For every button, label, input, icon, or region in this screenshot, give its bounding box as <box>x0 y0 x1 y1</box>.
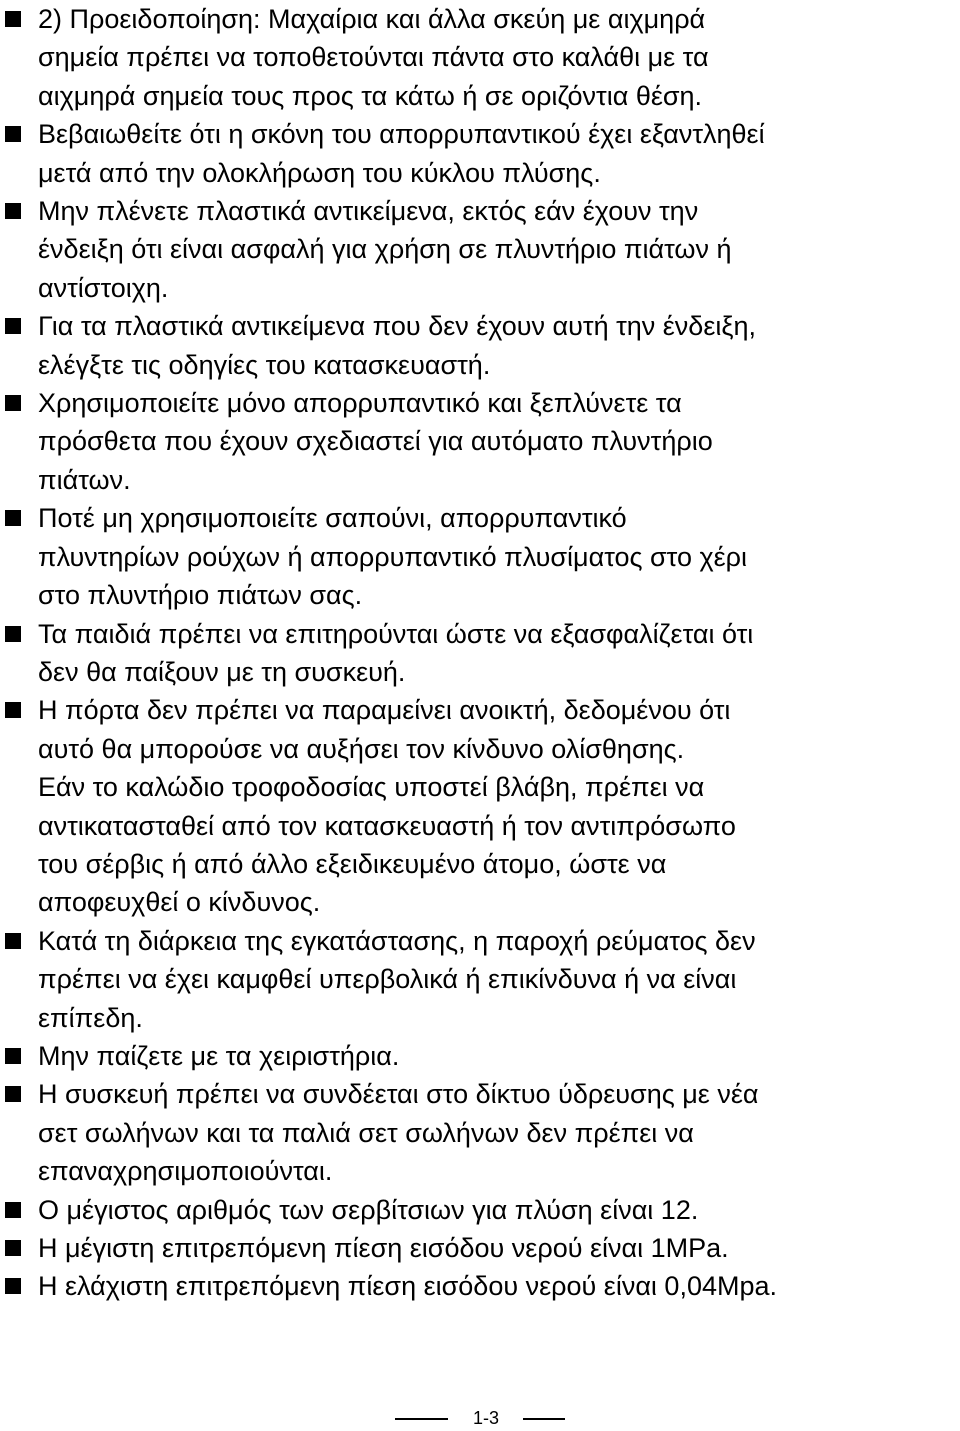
list-item <box>0 1037 960 1075</box>
list-item <box>0 922 960 1037</box>
list-item <box>0 499 960 614</box>
text-line: του σέρβις ή από άλλο εξειδικευμένο άτομο, ώστε να <box>38 848 667 879</box>
square-bullet-icon <box>5 395 21 411</box>
list-item <box>0 384 960 499</box>
list-item <box>0 768 960 922</box>
text-line: Τα παιδιά πρέπει να επιτηρούνται ώστε να εξασφαλίζεται ότι <box>38 618 754 649</box>
text-line: σημεία πρέπει να τοποθετούνται πάντα στο καλάθι με τα <box>38 42 709 73</box>
square-bullet-icon <box>5 510 21 526</box>
text-line: Κατά τη διάρκεια της εγκατάστασης, η παροχή ρεύματος δεν <box>38 925 756 956</box>
square-bullet-icon <box>5 1202 21 1218</box>
text-line: μετά από την ολοκλήρωση του κύκλου πλύσης. <box>38 157 601 188</box>
text-line: Μην πλένετε πλαστικά αντικείμενα, εκτός εάν έχουν την <box>38 196 699 227</box>
text-line: Ποτέ μη χρησιμοποιείτε σαπούνι, απορρυπαντικό <box>38 503 627 534</box>
text-line: επίπεδη. <box>38 1002 143 1033</box>
list-item <box>0 691 960 768</box>
text-line: δεν θα παίξουν με τη συσκευή. <box>38 656 406 687</box>
text-line: Η συσκευή πρέπει να συνδέεται στο δίκτυο ύδρευσης με νέα <box>38 1079 759 1110</box>
text-line: αντίστοιχη. <box>38 272 169 303</box>
square-bullet-icon <box>5 203 21 219</box>
list-item <box>0 1075 960 1190</box>
text-line: πρόσθετα που έχουν σχεδιαστεί για αυτόματο πλυντήριο <box>38 426 713 457</box>
page-footer <box>0 1405 960 1431</box>
text-line: Βεβαιωθείτε ότι η σκόνη του απορρυπαντικού έχει εξαντληθεί <box>38 119 765 150</box>
text-line: αντικατασταθεί από τον κατασκευαστή ή τον αντιπρόσωπο <box>38 810 736 841</box>
list-item <box>0 615 960 692</box>
list-item <box>0 115 960 192</box>
square-bullet-icon <box>5 1240 21 1256</box>
square-bullet-icon <box>5 126 21 142</box>
square-bullet-icon <box>5 318 21 334</box>
text-line: Για τα πλαστικά αντικείμενα που δεν έχουν αυτή την ένδειξη, <box>38 311 756 342</box>
text-line: αυτό θα μπορούσε να αυξήσει τον κίνδυνο ολίσθησης. <box>38 733 685 764</box>
square-bullet-icon <box>5 1086 21 1102</box>
text-line: ελέγξτε τις οδηγίες του κατασκευαστή. <box>38 349 491 380</box>
text-line: πιάτων. <box>38 464 131 495</box>
text-line: Χρησιμοποιείτε μόνο απορρυπαντικό και ξεπλύνετε τα <box>38 388 682 419</box>
square-bullet-icon <box>5 1278 21 1294</box>
text-line: 2) Προειδοποίηση: Μαχαίρια και άλλα σκεύη με αιχμηρά <box>38 4 706 34</box>
list-item <box>0 1229 960 1267</box>
text-line: ένδειξη ότι είναι ασφαλή για χρήση σε πλυντήριο πιάτων ή <box>38 234 732 265</box>
text-line: Η πόρτα δεν πρέπει να παραμείνει ανοικτή, δεδομένου ότι <box>38 695 731 726</box>
list-item <box>0 1267 960 1305</box>
list-item <box>0 307 960 384</box>
square-bullet-icon <box>5 933 21 949</box>
footer-rule-right <box>523 1418 565 1420</box>
text-line: Ο μέγιστος αριθμός των σερβίτσιων για πλύση είναι 12. <box>38 1194 699 1225</box>
list-item <box>0 1191 960 1229</box>
text-line: αποφευχθεί ο κίνδυνος. <box>38 887 321 918</box>
footer-rule-left <box>395 1418 448 1420</box>
text-line: Εάν το καλώδιο τροφοδοσίας υποστεί βλάβη, πρέπει να <box>38 772 705 803</box>
text-line: στο πλυντήριο πιάτων σας. <box>38 580 363 611</box>
text-line: Η ελάχιστη επιτρεπόμενη πίεση εισόδου νερού είναι 0,04Mpa. <box>38 1271 778 1302</box>
text-line: σετ σωλήνων και τα παλιά σετ σωλήνων δεν πρέπει να <box>38 1117 694 1148</box>
text-line: αιχμηρά σημεία τους προς τα κάτω ή σε οριζόντια θέση. <box>38 80 703 111</box>
text-line: πρέπει να έχει καμφθεί υπερβολικά ή επικίνδυνα ή να είναι <box>38 964 737 995</box>
square-bullet-icon <box>5 1048 21 1064</box>
square-bullet-icon <box>5 702 21 718</box>
square-bullet-icon <box>5 11 21 27</box>
list-item <box>0 0 960 115</box>
list-item <box>0 192 960 307</box>
page-number: 1-3 <box>472 1408 499 1428</box>
text-line: πλυντηρίων ρούχων ή απορρυπαντικό πλυσίματος στο χέρι <box>38 541 748 572</box>
text-line: Η μέγιστη επιτρεπόμενη πίεση εισόδου νερού είναι 1MPa. <box>38 1233 729 1263</box>
text-line: επαναχρησιμοποιούνται. <box>38 1156 333 1187</box>
text-line: Μην παίζετε με τα χειριστήρια. <box>38 1040 400 1071</box>
square-bullet-icon <box>5 626 21 642</box>
